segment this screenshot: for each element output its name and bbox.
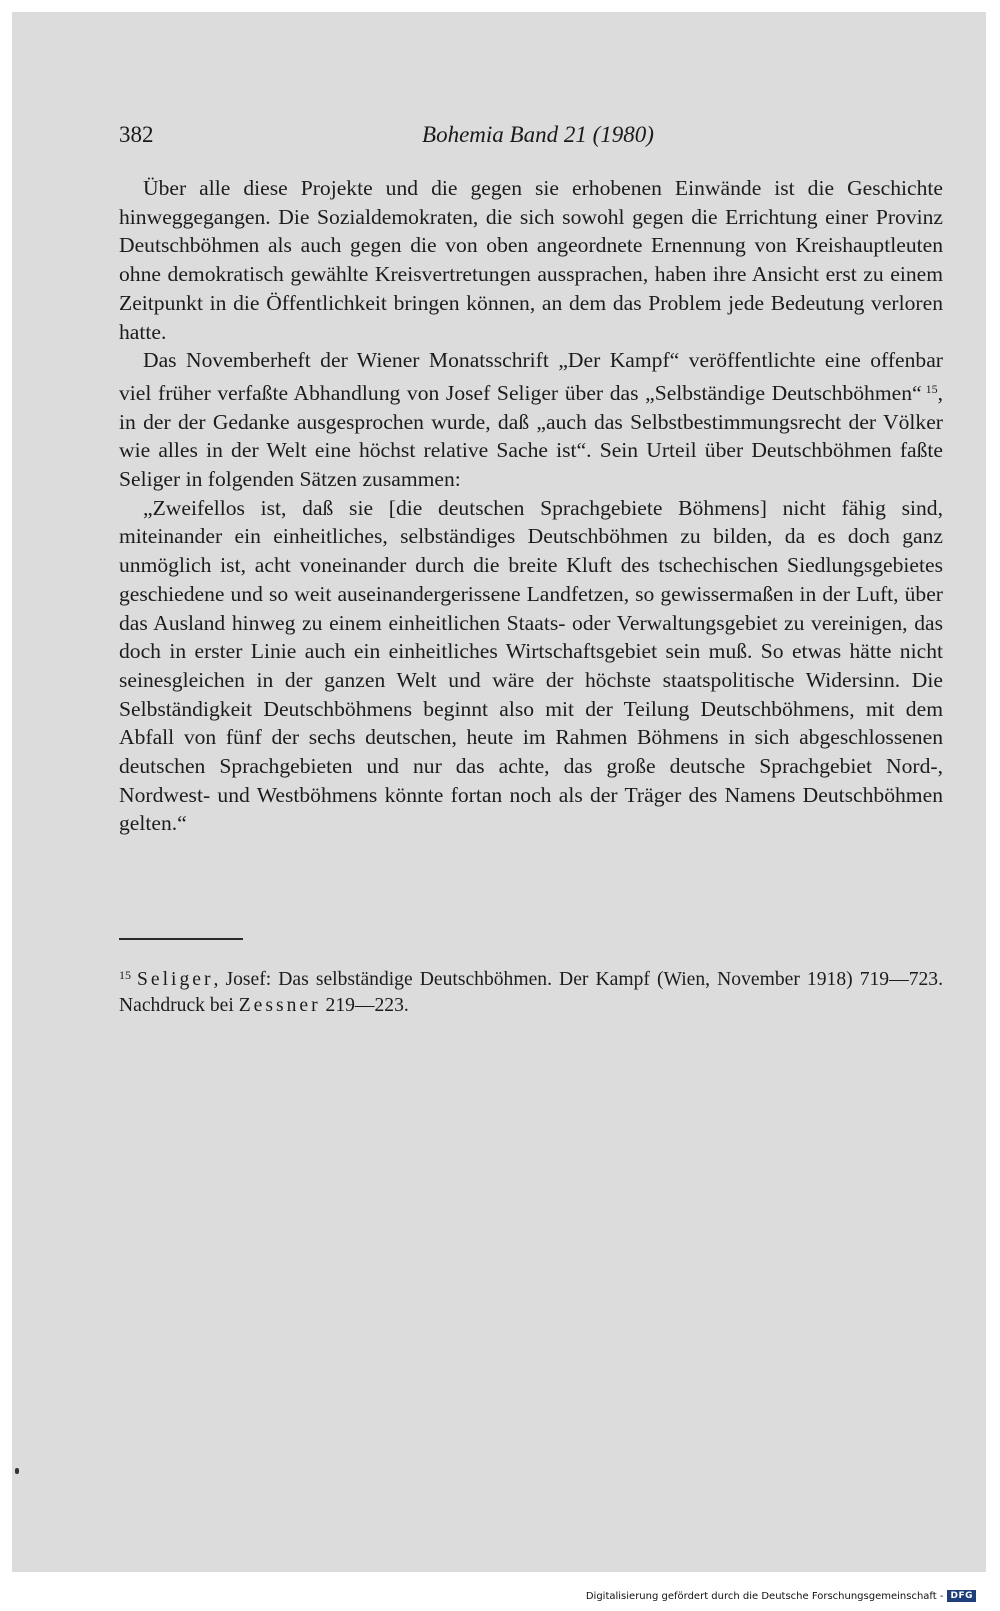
footnote-divider <box>119 938 243 940</box>
scan-speck <box>15 1468 19 1474</box>
footnote-author: Seliger <box>137 969 214 990</box>
page-number: 382 <box>119 122 154 147</box>
page-header <box>119 122 943 152</box>
running-title: Bohemia Band 21 (1980) <box>422 122 654 147</box>
credit-text: Digitalisierung gefördert durch die Deutsche Forschungsgemeinschaft - <box>585 1590 944 1602</box>
footnote <box>119 962 943 1019</box>
paragraph-2-part-a: Das Novemberheft der Wiener Monatsschrift „Der Kampf“ veröffentlichte eine offenbar viel früher verfaßte Abhandlung von Josef Seliger über das „Selbständige Deutschböhmen“ <box>119 348 943 405</box>
footnote-reprint-author: Zessner <box>238 995 321 1016</box>
main-text <box>119 174 943 838</box>
footnote-text-b: 219—223. <box>320 995 409 1016</box>
scanned-page <box>12 12 986 1572</box>
footnote-text-a: , Josef: Das selbständige Deutschböhmen. Der Kampf (Wien, November 1918) 719—723. Nachdruck bei <box>119 969 943 1016</box>
paragraph-2-part-b: , in der der Gedanke ausgesprochen wurde, daß „auch das Selbstbestimmungsrecht der Völker wie alles in der Welt eine höchst relative Sache ist“. Sein Urteil über Deutschböhmen faßte Seliger in folgenden Sätzen zusammen: <box>119 380 943 492</box>
footnote-reference: 15 <box>925 381 938 396</box>
footnote-number: 15 <box>119 968 131 982</box>
paragraph-1: Über alle diese Projekte und die gegen sie erhobenen Einwände ist die Geschichte hinweggegangen. Die Sozialdemokraten, die sich sowohl gegen die Errichtung einer Provinz Deutschböhmen als auch gegen die von oben angeordnete Ernennung von Kreishauptleuten ohne demokratisch gewählte Kreisvertretungen aussprachen, haben ihre Ansicht erst zu einem Zeitpunkt in die Öffentlichkeit bringen können, an dem das Problem jede Bedeutung verloren hatte. <box>119 176 943 344</box>
dfg-logo-icon: DFG <box>947 1590 976 1602</box>
digitization-credit <box>586 1587 976 1605</box>
paragraph-2 <box>119 346 943 494</box>
block-quote: „Zweifellos ist, daß sie [die deutschen Sprachgebiete Böhmens] nicht fähig sind, miteinander ein einheitliches, selbständiges Deutschböhmen zu bilden, da es doch ganz unmöglich ist, acht voneinander durch die breite Kluft des tschechischen Siedlungsgebietes geschiedene und so weit auseinandergerissene Landfetzen, so gewissermaßen in der Luft, über das Ausland hinweg zu einem einheitlichen Staats- oder Verwaltungsgebiet zu vereinigen, das doch in erster Linie auch ein einheitliches Wirtschaftsgebiet sein muß. So etwas hätte nicht seinesgleichen in der ganzen Welt und wäre der höchste staatspolitische Widersinn. Die Selbständigkeit Deutschböhmens beginnt also mit der Teilung Deutschböhmens, mit dem Abfall von fünf der sechs deutschen, heute im Rahmen Böhmens in sich abgeschlossenen deutschen Sprachgebieten und nur das achte, das große deutsche Sprachgebiet Nord-, Nordwest- und Westböhmens könnte fortan noch als der Träger des Namens Deutschböhmen gelten.“ <box>119 495 943 836</box>
